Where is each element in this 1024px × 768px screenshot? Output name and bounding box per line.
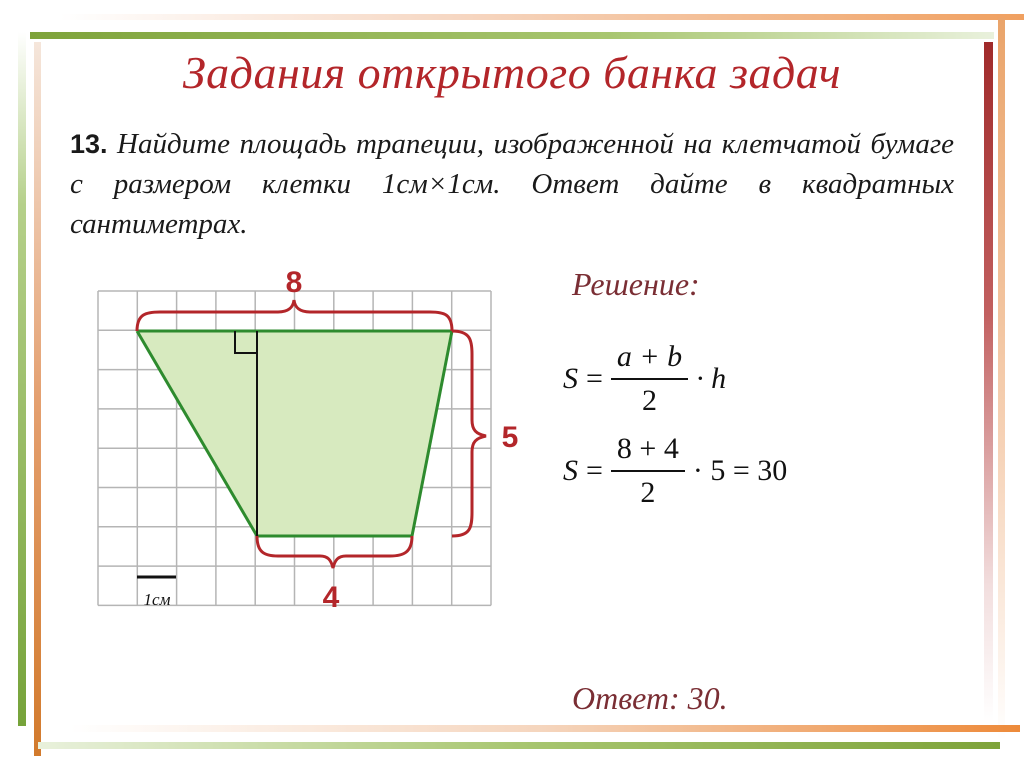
formula-general-denominator: 2: [642, 383, 658, 417]
formula-general: [563, 340, 726, 418]
formula-general-eq: =: [586, 361, 603, 395]
formula-computed: [563, 432, 787, 510]
trapezoid-fill: [137, 331, 452, 536]
formula-computed-numerator: 8 + 4: [616, 432, 679, 465]
formula-computed-tail: · 5 = 30: [692, 453, 788, 487]
formula-general-lhs: S: [563, 361, 578, 395]
formula-computed-fraction: [611, 432, 685, 510]
label-bottom-base: 4: [322, 581, 340, 614]
scale-label: 1см: [143, 590, 171, 609]
answer-text: Ответ: 30.: [572, 680, 728, 716]
formula-general-numerator: a + b: [616, 340, 683, 373]
problem-number: 13.: [70, 129, 108, 159]
solution-label: Решение:: [572, 266, 700, 302]
label-top-base: 8: [285, 266, 303, 299]
formula-computed-eq: =: [586, 453, 603, 487]
formula-computed-lhs: S: [563, 453, 578, 487]
slide-title: Задания открытого банка задач: [182, 47, 842, 98]
formula-general-fraction: [611, 340, 688, 418]
formula-computed-denominator: 2: [640, 475, 656, 509]
brace-right: [452, 331, 486, 536]
formula-general-tail: · h: [696, 361, 727, 395]
label-height: 5: [501, 421, 519, 454]
problem-text: Найдите площадь трапеции, изображенной на клетчатой бумаге с размером клетки 1см×1см. Ответ дайте в квадратных сантиметрах.: [70, 128, 955, 240]
